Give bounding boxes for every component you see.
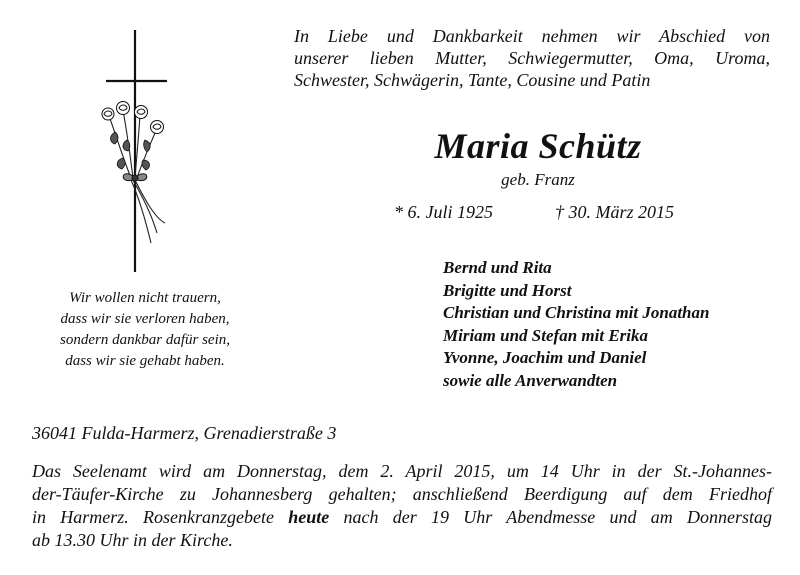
mourner-entry: Miriam und Stefan mit Erika <box>443 325 648 345</box>
mourner-entry: Brigitte und Horst <box>443 280 572 300</box>
verse-line: sondern dankbar dafür sein, <box>60 332 230 348</box>
service-line: der-Täufer-Kirche zu Johannesberg gehalten; anschließend Beerdigung auf dem Friedhof <box>32 484 772 504</box>
cross-with-roses-icon <box>95 28 175 278</box>
verse-line: dass wir sie gehabt haben. <box>65 353 225 369</box>
service-line: Das Seelenamt wird am Donnerstag, dem 2. April 2015, um 14 Uhr in der St.-Johannes- <box>32 461 772 481</box>
intro-line: Schwester, Schwägerin, Tante, Cousine und Patin <box>294 70 651 90</box>
mourners-list <box>443 257 709 392</box>
service-text: in Harmerz. Rosenkranzgebete <box>32 507 289 527</box>
maiden-name: geb. Franz <box>501 170 575 189</box>
death-date: † 30. März 2015 <box>555 202 675 222</box>
verse-line: dass wir sie verloren haben, <box>60 311 230 327</box>
intro-text <box>294 25 770 91</box>
service-emphasis: heute <box>288 507 330 527</box>
verse-line: Wir wollen nicht trauern, <box>69 290 221 306</box>
deceased-name: Maria Schütz <box>434 126 642 166</box>
service-information <box>32 460 772 552</box>
intro-line: In Liebe und Dankbarkeit nehmen wir Abschied von <box>294 26 770 46</box>
service-text: nach der 19 Uhr Abendmesse und am Donnerstag <box>329 507 772 527</box>
memorial-verse <box>20 288 270 372</box>
mourner-entry: Christian und Christina mit Jonathan <box>443 303 710 322</box>
mourner-entry: Bernd und Rita <box>443 258 552 277</box>
mourner-entry: sowie alle Anverwandten <box>443 370 618 390</box>
address: 36041 Fulda-Harmerz, Grenadierstraße 3 <box>32 423 337 443</box>
service-line <box>32 506 772 529</box>
mourner-entry: Yvonne, Joachim und Daniel <box>443 348 647 367</box>
birth-date: * 6. Juli 1925 <box>394 202 493 222</box>
service-line: ab 13.30 Uhr in der Kirche. <box>32 530 233 550</box>
intro-line: unserer lieben Mutter, Schwiegermutter, Oma, Uroma, <box>294 48 770 68</box>
